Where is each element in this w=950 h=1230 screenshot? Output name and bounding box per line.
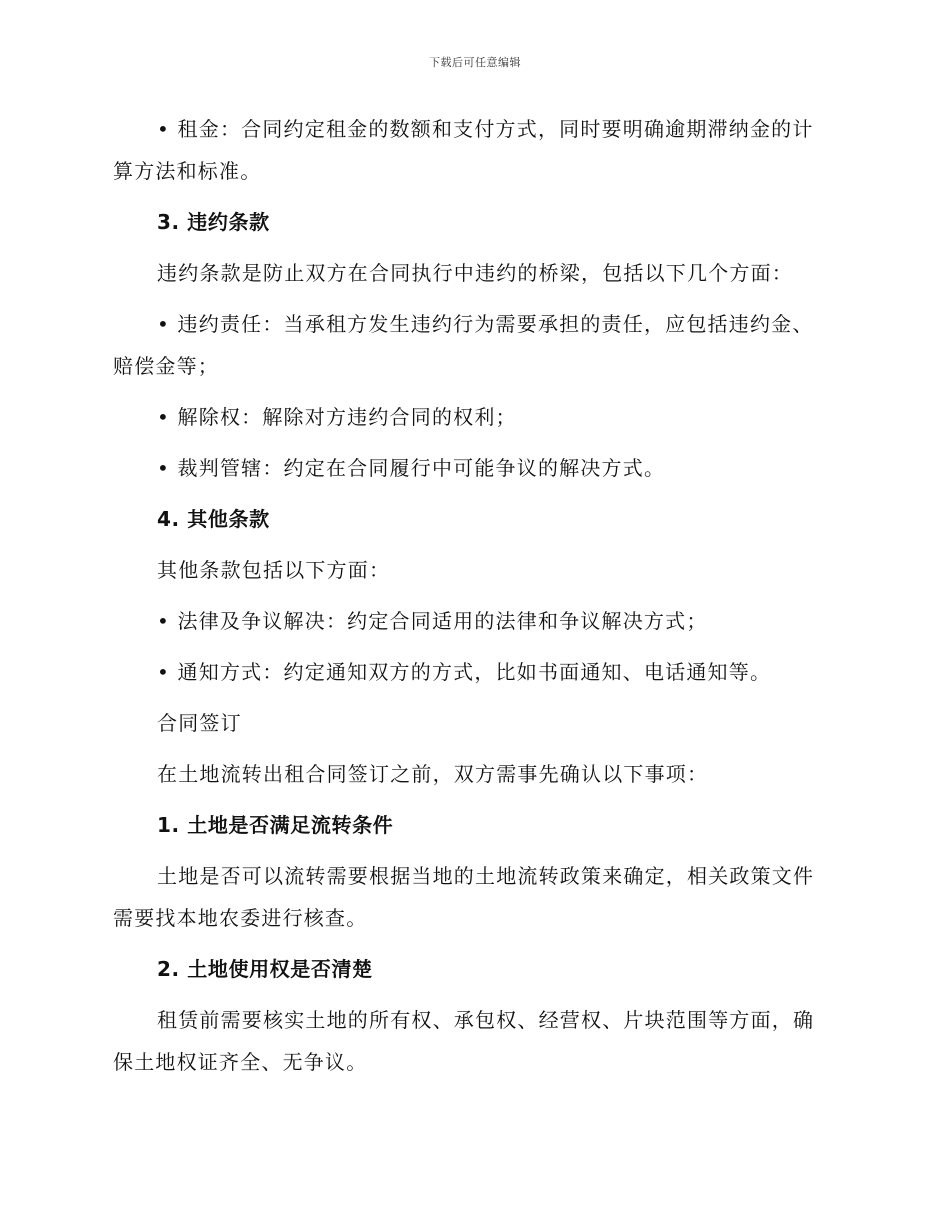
paragraph-law-dispute: • 法律及争议解决：约定合同适用的法律和争议解决方式； — [157, 609, 708, 633]
paragraph-breach-intro: 违约条款是防止双方在合同执行中违约的桥梁，包括以下几个方面： — [157, 261, 793, 285]
paragraph-rent: • 租金：合同约定租金的数额和支付方式，同时要明确逾期滞纳金的计算方法和标准。 — [113, 117, 814, 183]
heading-land-use-right: 2. 土地使用权是否清楚 — [157, 957, 373, 981]
heading-land-eligibility: 1. 土地是否满足流转条件 — [157, 813, 394, 837]
paragraph-land-use-right: 租赁前需要核实土地的所有权、承包权、经营权、片块范围等方面，确保土地权证齐全、无争议。 — [113, 1008, 815, 1074]
heading-other-clauses: 4. 其他条款 — [157, 507, 270, 531]
paragraph-breach-liability: • 违约责任：当承租方发生违约行为需要承担的责任，应包括违约金、赔偿金等； — [113, 312, 814, 378]
paragraph-jurisdiction: • 裁判管辖：约定在合同履行中可能争议的解决方式。 — [157, 456, 666, 480]
paragraph-notice-method: • 通知方式：约定通知双方的方式，比如书面通知、电话通知等。 — [157, 660, 772, 684]
paragraph-land-eligibility: 土地是否可以流转需要根据当地的土地流转政策来确定，相关政策文件需要找本地农委进行核查。 — [113, 864, 815, 930]
paragraph-signing-intro: 在土地流转出租合同签订之前，双方需事先确认以下事项： — [157, 762, 709, 786]
heading-breach-clause: 3. 违约条款 — [157, 210, 270, 234]
paragraph-other-intro: 其他条款包括以下方面： — [157, 558, 391, 582]
paragraph-termination-right: • 解除权：解除对方违约合同的权利； — [157, 405, 517, 429]
document-body — [113, 108, 833, 1092]
heading-contract-signing: 合同签订 — [157, 711, 242, 735]
page-header: 下载后可任意编辑 — [429, 56, 521, 69]
